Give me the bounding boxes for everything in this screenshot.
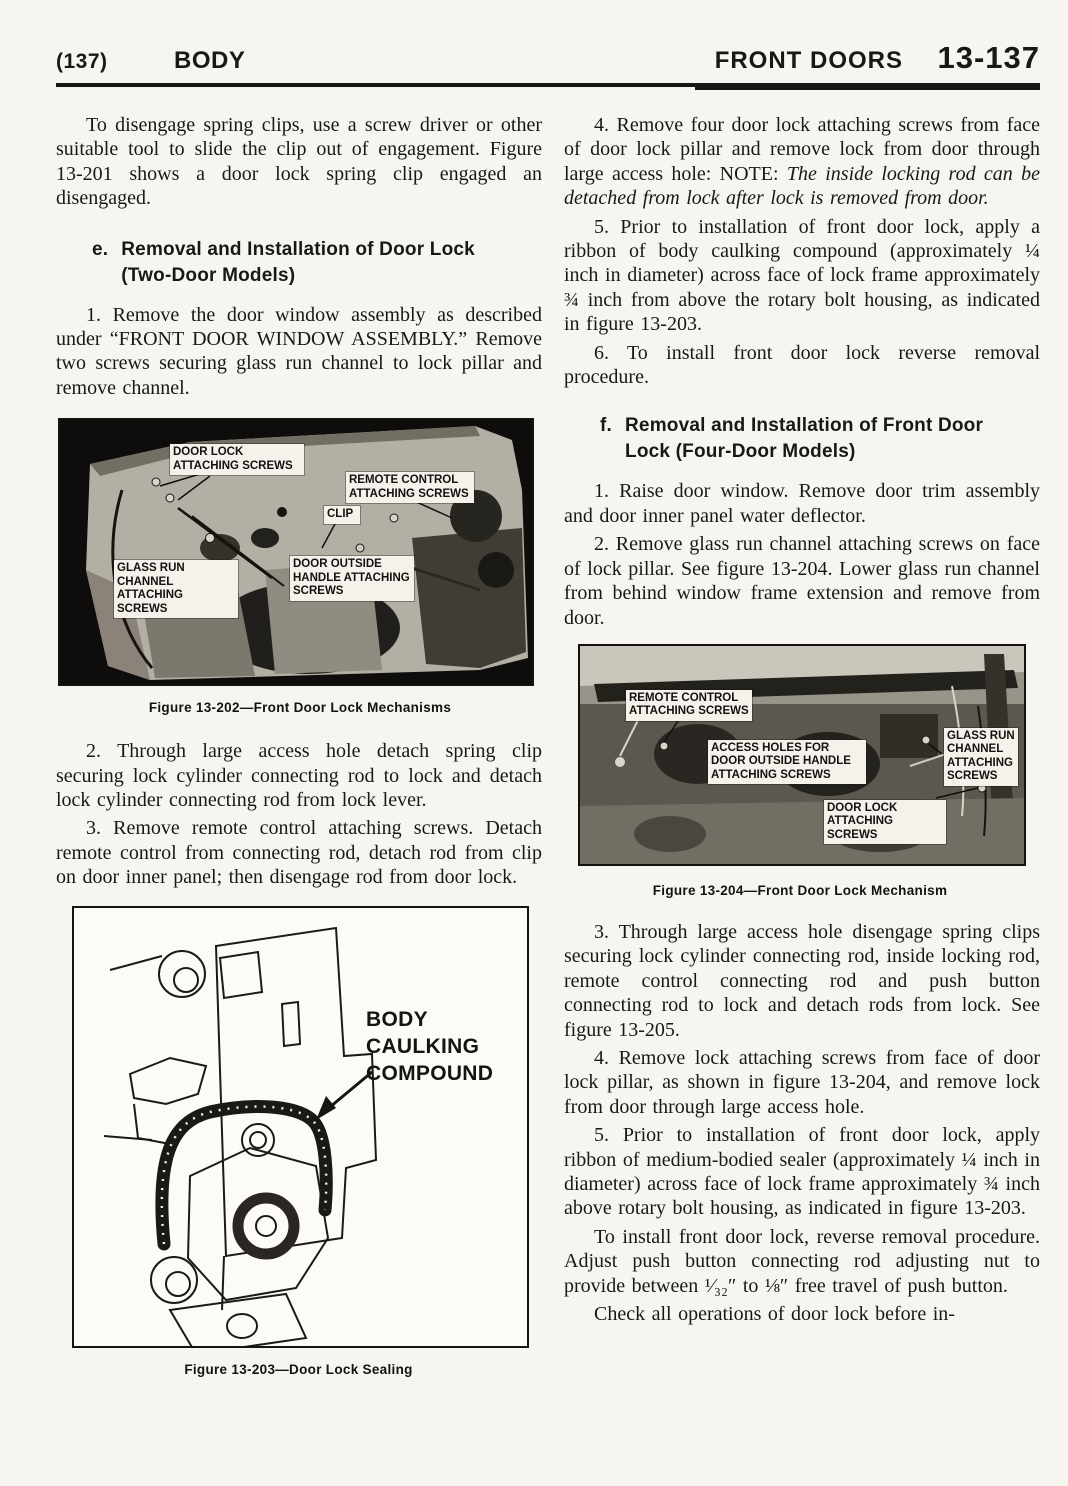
header-right — [715, 40, 1040, 76]
lock-sealing-line-art — [74, 908, 527, 1346]
door-lock-sealing-drawing — [72, 906, 529, 1348]
paragraph-install: To install front door lock, reverse removal procedure. Adjust push button connecting rod adjusting nut to provide between ¹⁄₃₂″ to ⅛″ free travel of push button. — [564, 1225, 1040, 1297]
section-title: BODY — [173, 47, 246, 74]
step-f1: 1. Raise door window. Remove door trim assembly and door inner panel water deflector. — [564, 480, 1040, 527]
drawing-label-body-caulking: BODY CAULKING COMPOUND — [366, 1007, 494, 1085]
step-f5: 5. Prior to installation of front door lock, apply ribbon of medium-bodied sealer (approximately ¼ inch in diameter) across face of lock frame approximately ¾ inch above rotary bolt housing, as indicated in figure 13-203. — [564, 1124, 1040, 1220]
photo-label-door-lock-screws: DOOR LOCK ATTACHING SCREWS — [170, 444, 304, 475]
page-number: (137) — [56, 50, 108, 73]
content-columns — [56, 113, 1040, 1379]
step-e4-note: The inside locking rod can be detached from lock after lock is removed from door. — [564, 162, 1040, 210]
figure-13-202-caption: Figure 13-202—Front Door Lock Mechanisms — [148, 700, 452, 716]
header-left — [56, 47, 245, 75]
photo-label-glass-run-screws-4door: GLASS RUN CHANNEL ATTACHING SCREWS — [944, 728, 1018, 786]
chapter-title: FRONT DOORS — [714, 47, 904, 74]
section-e-letter: e. — [92, 238, 109, 260]
figure-13-203 — [56, 906, 542, 1379]
section-f-heading — [600, 413, 1040, 465]
section-f-title: Removal and Installation of Front Door Lock (Four-Door Models) — [625, 415, 984, 463]
photo-label-access-holes: ACCESS HOLES FOR DOOR OUTSIDE HANDLE ATTACHING SCREWS — [708, 740, 866, 785]
step-e4-text: 4. Remove four door lock attaching screws from face of door lock pillar and remove lock from door through large access hole: NOTE: — [564, 114, 1040, 185]
page-header — [56, 40, 1040, 76]
photo-label-clip: CLIP — [324, 506, 360, 524]
figure-13-202 — [58, 418, 542, 717]
header-rule — [56, 83, 1040, 87]
photo-label-glass-run-screws: GLASS RUN CHANNEL ATTACHING SCREWS — [114, 560, 238, 618]
front-door-lock-photo-4door — [578, 644, 1026, 866]
section-e-heading — [92, 237, 542, 289]
section-f-letter: f. — [600, 415, 613, 437]
paragraph-check: Check all operations of door lock before in- — [594, 1303, 955, 1325]
left-column — [56, 113, 542, 1379]
front-door-lock-photo — [58, 418, 534, 686]
section-e-title: Removal and Installation of Door Lock (Two-Door Models) — [121, 238, 475, 286]
step-e1: 1. Remove the door window assembly as described under “FRONT DOOR WINDOW ASSEMBLY.” Remove two screws securing glass run channel to lock pillar and remove channel. — [56, 303, 542, 399]
figure-13-204-caption: Figure 13-204—Front Door Lock Mechanism — [652, 882, 948, 898]
step-e5: 5. Prior to installation of front door lock, apply a ribbon of body caulking compound (approximately ¼ inch in diameter) across face of lock frame approximately ¾ inch from above the rotary bolt housing, as indicated in figure 13-203. — [564, 215, 1040, 336]
step-e2: 2. Through large access hole detach spring clip securing lock cylinder connecting rod to lock and detach lock cylinder connecting rod from lock lever. — [56, 740, 542, 812]
figure-13-203-caption: Figure 13-203—Door Lock Sealing — [184, 1361, 413, 1377]
step-f2: 2. Remove glass run channel attaching screws on face of lock pillar. See figure 13-204. Lower glass run channel from behind window frame extension and remove from door. — [564, 533, 1040, 629]
paragraph-intro: To disengage spring clips, use a screw driver or other suitable tool to slide the clip out of engagement. Figure 13-201 shows a door lock spring clip engaged an disengaged. — [56, 114, 542, 210]
page-code: 13-137 — [937, 40, 1040, 75]
figure-13-204 — [564, 644, 1040, 900]
step-f4: 4. Remove lock attaching screws from face of door lock pillar, as shown in figure 13-204, and remove lock from door through large access hole. — [564, 1046, 1040, 1118]
step-f3: 3. Through large access hole disengage spring clips securing lock cylinder connecting rod, inside locking rod, remote control connecting rod and push button connecting rod to lock and detach rods from lock. See figure 13-205. — [564, 920, 1040, 1041]
right-column — [564, 113, 1040, 1379]
photo-label-remote-control-screws-4door: REMOTE CONTROL ATTACHING SCREWS — [626, 690, 752, 721]
photo-label-remote-control-screws: REMOTE CONTROL ATTACHING SCREWS — [346, 472, 474, 503]
photo-label-door-lock-screws-4door: DOOR LOCK ATTACHING SCREWS — [824, 800, 946, 845]
photo-label-outside-handle-screws: DOOR OUTSIDE HANDLE ATTACHING SCREWS — [290, 556, 414, 601]
step-e6: 6. To install front door lock reverse removal procedure. — [564, 341, 1040, 389]
step-e3: 3. Remove remote control attaching screws. Detach remote control from connecting rod, detach rod from clip on door inner panel; then disengage rod from door lock. — [56, 817, 542, 889]
step-e4 — [564, 113, 1040, 211]
